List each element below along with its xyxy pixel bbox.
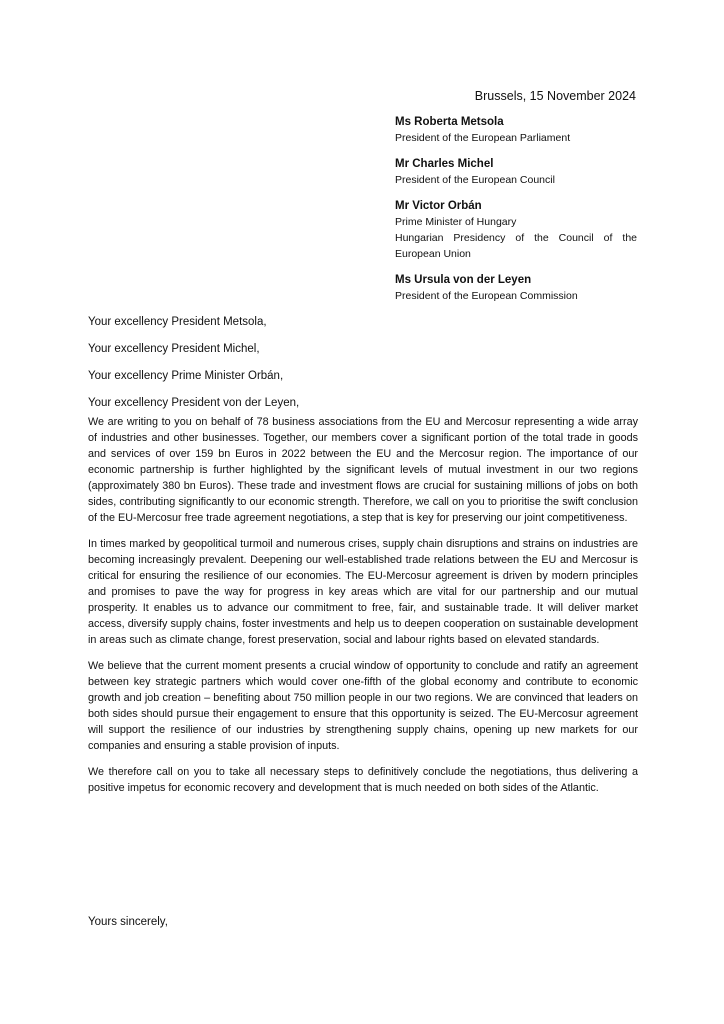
- recipient-orban: [395, 198, 637, 262]
- letter-body: [88, 414, 638, 806]
- recipient-name: Ms Ursula von der Leyen: [395, 274, 532, 286]
- salutation-block: [88, 314, 638, 422]
- body-paragraph: In times marked by geopolitical turmoil and numerous crises, supply chain disruptions and strains on industries are becoming increasingly prevalent. Deepening our well-established trade relations between the EU and Mercosur is critical for ensuring the resilience of our economies. The EU-Mercosur agreement is driven by modern principles and promises to pave the way for progress in key areas which are vital for our partnership and our mutual prosperity. It enables us to advance our commitment to free, fair, and sustainable trade. It will deliver market access, diversify supply chains, foster investments and help us to deepen cooperation on sustainable development in areas such as climate change, forest preservation, social and labour rights based on elevated standards.: [88, 538, 638, 646]
- recipient-role-line: Prime Minister of Hungary: [395, 216, 517, 228]
- body-paragraph: We believe that the current moment presents a crucial window of opportunity to conclude and ratify an agreement between key strategic partners which would cover one-fifth of the global economy and contribute to economic growth and job creation – benefiting about 750 million people in our two regions. We are convinced that leaders on both sides should pursue their engagement to ensure that this opportunity is seized. The EU-Mercosur agreement will support the resilience of our industries by strengthening supply chains, opening up new markets for our companies and ensuring a stable provision of inputs.: [88, 660, 638, 752]
- recipient-role: President of the European Council: [395, 174, 555, 186]
- body-paragraph: We therefore call on you to take all necessary steps to definitively conclude the negotiations, thus delivering a positive impetus for economic recovery and development that is much needed on both sides of the Atlantic.: [88, 766, 638, 794]
- recipient-role: President of the European Parliament: [395, 132, 571, 144]
- body-paragraph: We are writing to you on behalf of 78 business associations from the EU and Mercosur representing a wide array of industries and other businesses. Together, our members cover a significant portion of the total trade in goods and services of over 159 bn Euros in 2022 between the EU and the Mercosur region. The importance of our economic partnership is further highlighted by the significant levels of mutual investment in our two regions (approximately 380 bn Euros). These trade and investment flows are crucial for sustaining millions of jobs on both sides, contributing significantly to our economic strength. Therefore, we call on you to prioritise the swift conclusion of the EU-Mercosur free trade agreement negotiations, a step that is key for preserving our joint competitiveness.: [88, 416, 638, 524]
- recipient-name: Ms Roberta Metsola: [395, 116, 504, 128]
- recipient-name: Mr Victor Orbán: [395, 200, 482, 212]
- salutation-line: Your excellency President von der Leyen,: [88, 397, 300, 409]
- recipient-role: [395, 214, 637, 262]
- recipient-block: [395, 114, 637, 314]
- salutation-line: Your excellency President Metsola,: [88, 316, 267, 328]
- recipient-name: Mr Charles Michel: [395, 158, 494, 170]
- letter-closing: Yours sincerely,: [88, 916, 168, 928]
- recipient-michel: [395, 156, 637, 188]
- recipient-metsola: [395, 114, 637, 146]
- salutation-line: Your excellency Prime Minister Orbán,: [88, 370, 284, 382]
- letter-date: Brussels, 15 November 2024: [474, 89, 636, 103]
- salutation-line: Your excellency President Michel,: [88, 343, 260, 355]
- recipient-von-der-leyen: [395, 272, 637, 304]
- recipient-role: President of the European Commission: [395, 290, 578, 302]
- recipient-role-line: Hungarian Presidency of the Council of the European Union: [395, 232, 637, 260]
